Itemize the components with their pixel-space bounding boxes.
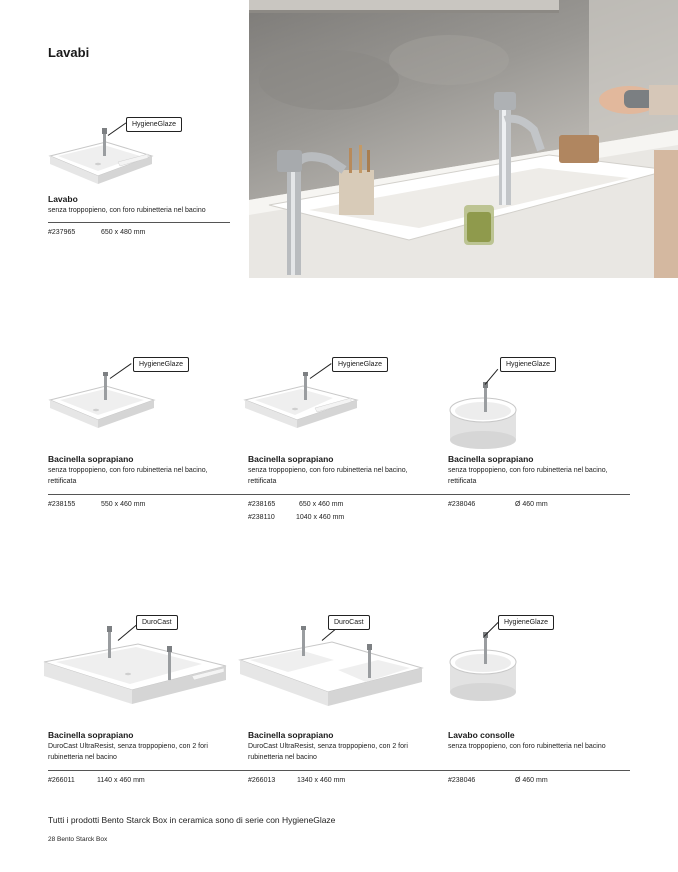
product-description: senza troppopieno, con foro rubinetteria nel bacino <box>48 207 206 214</box>
product-size: Ø 460 mm <box>515 501 548 508</box>
product-code: #238165 <box>248 501 276 508</box>
product-size: 1140 x 460 mm <box>97 777 145 784</box>
product-size: 1340 x 460 mm <box>297 777 346 784</box>
durocast-badge: DuroCast <box>136 615 178 630</box>
washbasin-image <box>448 380 518 450</box>
product-description: DuroCast UltraResist, senza troppopieno, con 2 fori rubinetteria nel bacino <box>248 743 408 761</box>
divider <box>48 770 630 771</box>
product-size: 650 x 460 mm <box>299 501 344 508</box>
product-code: #238046 <box>448 777 476 784</box>
product-name: Bacinella soprapiano <box>48 454 134 464</box>
product-description: senza troppopieno, con foro rubinetteria nel bacino <box>448 743 606 750</box>
product-name: Bacinella soprapiano <box>448 454 534 464</box>
washbasin-image <box>48 128 154 186</box>
page-label: 28 Bento Starck Box <box>48 836 108 843</box>
washbasin-image <box>48 372 156 430</box>
product-code: #266011 <box>48 777 75 784</box>
hygieneglaze-badge: HygieneGlaze <box>500 357 556 372</box>
product-name: Bacinella soprapiano <box>48 730 134 740</box>
product-description: senza troppopieno, con foro rubinetteria nel bacino, rettificata <box>48 467 208 485</box>
hygieneglaze-badge: HygieneGlaze <box>332 357 388 372</box>
washbasin-image <box>42 624 228 708</box>
washbasin-image <box>238 626 424 710</box>
product-description: DuroCast UltraResist, senza troppopieno, con 2 fori rubinetteria nel bacino <box>48 743 208 761</box>
product-size: 1040 x 460 mm <box>296 514 345 521</box>
product-size: 550 x 460 mm <box>101 501 146 508</box>
product-description: senza troppopieno, con foro rubinetteria nel bacino, rettificata <box>248 467 408 485</box>
product-code: #266013 <box>248 777 276 784</box>
divider <box>48 494 630 495</box>
product-name: Bacinella soprapiano <box>248 454 334 464</box>
product-size: 650 x 480 mm <box>101 229 146 236</box>
durocast-badge: DuroCast <box>328 615 370 630</box>
footer-note: Tutti i prodotti Bento Starck Box in ceramica sono di serie con HygieneGlaze <box>48 815 336 825</box>
product-code: #238110 <box>248 514 275 521</box>
hygieneglaze-badge: HygieneGlaze <box>498 615 554 630</box>
washbasin-image <box>448 632 518 702</box>
product-size: Ø 460 mm <box>515 777 548 784</box>
product-code: #237965 <box>48 229 76 236</box>
hygieneglaze-badge: HygieneGlaze <box>126 117 182 132</box>
washbasin-image <box>243 372 359 430</box>
bathroom-scene-illustration <box>249 0 678 278</box>
product-name: Lavabo <box>48 194 78 204</box>
section-title: Lavabi <box>48 45 90 60</box>
product-name: Lavabo consolle <box>448 730 515 740</box>
product-description: senza troppopieno, con foro rubinetteria nel bacino, rettificata <box>448 467 608 485</box>
product-name: Bacinella soprapiano <box>248 730 334 740</box>
product-code: #238046 <box>448 501 476 508</box>
hygieneglaze-badge: HygieneGlaze <box>133 357 189 372</box>
hero-photo <box>249 0 678 278</box>
divider <box>48 222 230 223</box>
product-code: #238155 <box>48 501 76 508</box>
